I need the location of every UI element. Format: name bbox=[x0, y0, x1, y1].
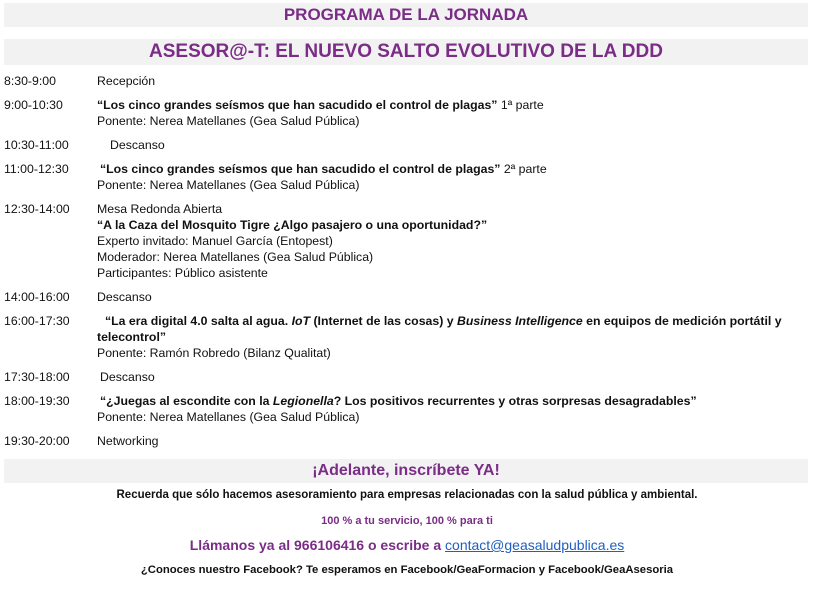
session-title-part: “¿Juegas al escondite con la bbox=[100, 394, 273, 408]
session-title-part: IoT bbox=[291, 314, 311, 328]
signup-cta: ¡Adelante, inscríbete YA! bbox=[4, 459, 808, 483]
session-title-part: en equipos de medición portátil y bbox=[582, 314, 782, 328]
session-speaker: Ponente: Nerea Matellanes (Gea Salud Pública) bbox=[97, 410, 360, 424]
schedule-time: 17:30-18:00 bbox=[4, 370, 70, 384]
schedule-item: Networking bbox=[97, 434, 159, 448]
schedule-time: 14:00-16:00 bbox=[4, 290, 70, 304]
session-speaker: Ponente: Ramón Robredo (Bilanz Qualitat) bbox=[97, 346, 331, 360]
schedule-time: 10:30-11:00 bbox=[4, 138, 69, 152]
session-title-part: ? Los positivos recurrentes y otras sorpresas desagradables” bbox=[333, 394, 697, 408]
session-heading: Mesa Redonda Abierta bbox=[97, 202, 223, 216]
schedule-time: 9:00-10:30 bbox=[4, 98, 63, 112]
session-participants: Participantes: Público asistente bbox=[97, 266, 268, 280]
session-title: “A la Caza del Mosquito Tigre ¿Algo pasajero o una oportunidad?” bbox=[97, 218, 488, 232]
session-title: “Los cinco grandes seísmos que han sacudido el control de plagas” bbox=[97, 98, 498, 112]
session-part: 2ª parte bbox=[500, 162, 547, 176]
session-title-line bbox=[100, 161, 547, 177]
event-subtitle: ASESOR@-T: EL NUEVO SALTO EVOLUTIVO DE LA DDD bbox=[4, 39, 808, 65]
session-title-line bbox=[97, 97, 544, 113]
session-title-line bbox=[100, 393, 697, 409]
schedule-item: Descanso bbox=[110, 138, 165, 152]
session-moderator: Moderador: Nerea Matellanes (Gea Salud Pública) bbox=[97, 250, 374, 264]
schedule-time: 16:00-17:30 bbox=[4, 314, 70, 328]
page-title: PROGRAMA DE LA JORNADA bbox=[4, 3, 808, 27]
session-title-part: Business Intelligence bbox=[456, 314, 583, 328]
schedule-item: Descanso bbox=[100, 370, 155, 384]
footer-facebook: ¿Conoces nuestro Facebook? Te esperamos en Facebook/GeaFormacion y Facebook/GeaAsesoria bbox=[140, 564, 674, 576]
schedule-time: 11:00-12:30 bbox=[4, 162, 69, 176]
footer-slogan: 100 % a tu servicio, 100 % para ti bbox=[321, 515, 493, 527]
schedule-item: Recepción bbox=[97, 74, 156, 88]
schedule-item: Descanso bbox=[97, 290, 152, 304]
schedule-time: 19:30-20:00 bbox=[4, 434, 70, 448]
session-title-part: (Internet de las cosas) y bbox=[310, 314, 457, 328]
schedule-time: 8:30-9:00 bbox=[4, 74, 56, 88]
session-title-part: “La era digital 4.0 salta al agua. bbox=[105, 314, 292, 328]
footer-call-text: Llámanos ya al 966106416 o escribe a bbox=[189, 537, 446, 553]
footer-contact bbox=[0, 537, 814, 553]
session-speaker: Ponente: Nerea Matellanes (Gea Salud Pública) bbox=[97, 114, 360, 128]
schedule-time: 12:30-14:00 bbox=[4, 202, 70, 216]
session-title-line bbox=[105, 313, 782, 329]
footer-note: Recuerda que sólo hacemos asesoramiento para empresas relacionadas con la salud pública y ambiental. bbox=[116, 489, 698, 501]
schedule-time: 18:00-19:30 bbox=[4, 394, 70, 408]
session-speaker: Ponente: Nerea Matellanes (Gea Salud Pública) bbox=[97, 178, 360, 192]
email-link[interactable]: contact@geasaludpublica.es bbox=[445, 537, 625, 553]
session-expert: Experto invitado: Manuel García (Entopest) bbox=[97, 234, 333, 248]
session-title-continuation: telecontrol” bbox=[97, 330, 167, 344]
session-title-part: Legionella bbox=[272, 394, 334, 408]
session-title: “Los cinco grandes seísmos que han sacudido el control de plagas” bbox=[100, 162, 501, 176]
session-part: 1ª parte bbox=[497, 98, 544, 112]
